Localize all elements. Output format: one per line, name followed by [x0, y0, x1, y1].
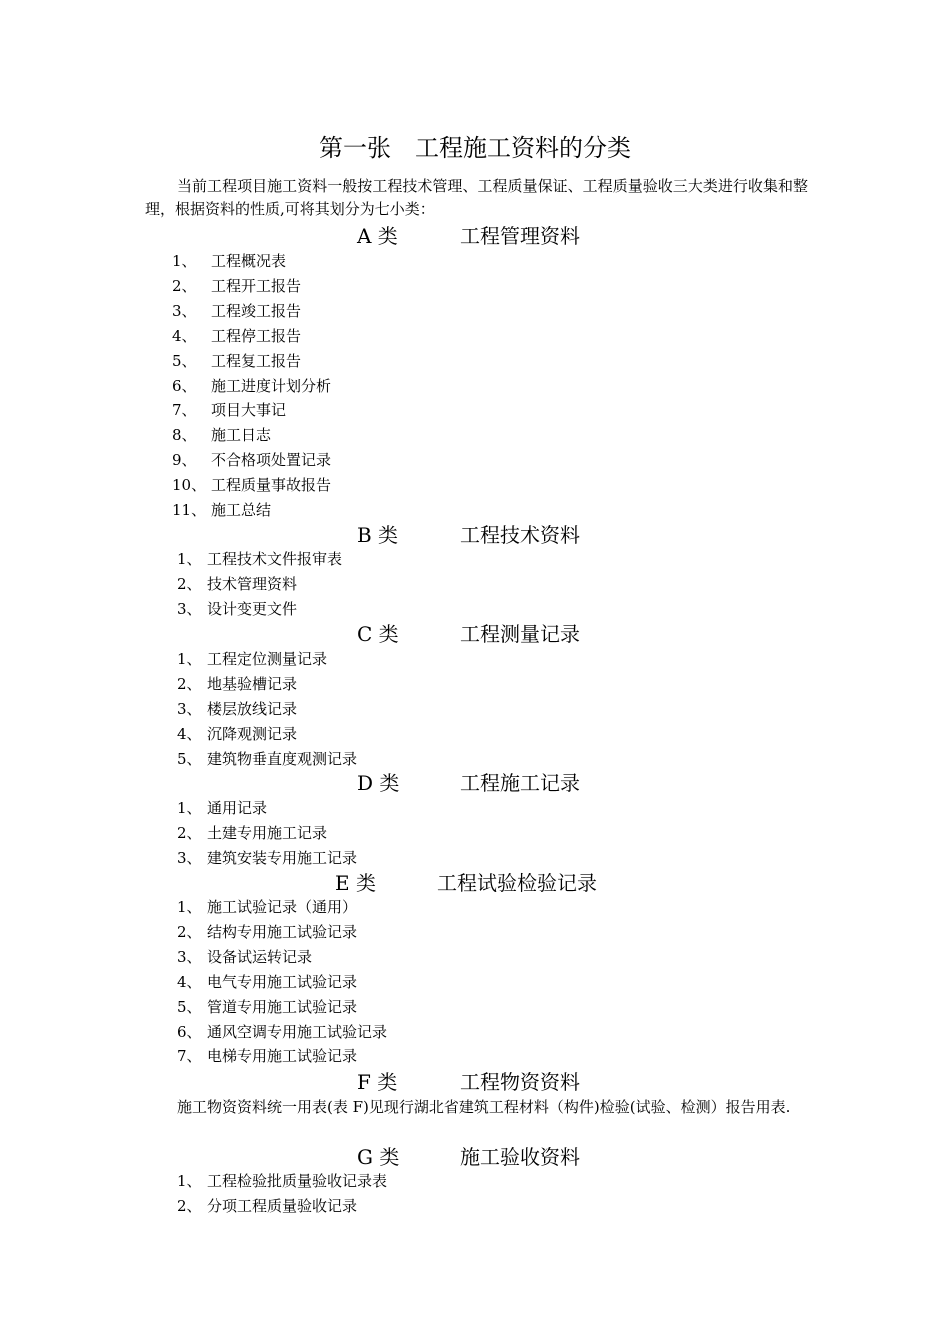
category-g-heading — [0, 1143, 950, 1171]
list-item-text: 工程竣工报告 — [211, 301, 302, 320]
list-item — [177, 995, 387, 1020]
list-item — [177, 1169, 387, 1194]
category-letter: D 类 — [357, 771, 400, 795]
list-item-number: 4、 — [172, 326, 197, 345]
list-item-text: 建筑安装专用施工记录 — [207, 848, 358, 867]
intro-paragraph: 当前工程项目施工资料一般按工程技术管理、工程质量保证、工程质量验收三大类进行收集和整理，根据资料的性质,可将其划分为七小类： — [145, 177, 808, 218]
list-item-number: 1、 — [177, 1172, 202, 1190]
category-d-heading — [0, 769, 950, 797]
list-item-text: 电气专用施工试验记录 — [207, 972, 358, 991]
list-item — [177, 647, 357, 672]
list-item-text: 工程检验批质量验收记录表 — [207, 1172, 388, 1190]
list-item — [177, 796, 357, 821]
list-item-number: 3、 — [177, 599, 202, 618]
list-item-text: 沉降观测记录 — [207, 724, 298, 743]
category-e-heading — [0, 869, 950, 897]
category-letter: E 类 — [335, 871, 376, 895]
list-item-number: 3、 — [172, 301, 197, 320]
list-item — [177, 547, 342, 572]
list-item — [172, 398, 331, 423]
list-item-number: 5、 — [177, 997, 202, 1016]
list-item — [177, 1194, 387, 1219]
list-item — [172, 448, 331, 473]
list-item-number: 5、 — [172, 351, 197, 370]
category-a-list — [172, 249, 331, 523]
list-item — [177, 1044, 387, 1069]
list-item-text: 项目大事记 — [211, 401, 287, 420]
list-item — [172, 324, 331, 349]
list-item — [177, 945, 387, 970]
list-item-number: 1、 — [177, 799, 202, 817]
list-item — [177, 722, 357, 747]
list-item-text: 工程概况表 — [211, 252, 287, 270]
list-item-number: 2、 — [177, 922, 202, 941]
list-item — [172, 274, 331, 299]
category-letter: A 类 — [357, 224, 398, 248]
list-item — [172, 423, 331, 448]
list-item-text: 施工总结 — [211, 501, 272, 520]
list-item-number: 9、 — [172, 451, 197, 470]
list-item-text: 工程技术文件报审表 — [207, 550, 343, 568]
list-item-text: 地基验槽记录 — [207, 674, 298, 693]
list-item-number: 5、 — [177, 749, 202, 768]
category-e-list — [177, 895, 387, 1069]
list-item-text: 工程停工报告 — [211, 326, 302, 345]
category-name: 工程试验检验记录 — [437, 871, 597, 895]
page-title: 第一张 工程施工资料的分类 — [319, 134, 631, 162]
list-item-text: 设计变更文件 — [207, 599, 298, 618]
list-item — [172, 299, 331, 324]
list-item — [172, 349, 331, 374]
list-item-number: 3、 — [177, 699, 202, 718]
category-name: 施工验收资料 — [460, 1145, 580, 1169]
category-name: 工程管理资料 — [460, 224, 580, 248]
list-item — [172, 374, 331, 399]
category-letter: C 类 — [357, 622, 399, 646]
category-name: 工程施工记录 — [460, 771, 580, 795]
list-item-number: 6、 — [177, 1022, 202, 1041]
list-item-number: 3、 — [177, 947, 202, 966]
list-item-text: 分项工程质量验收记录 — [207, 1196, 358, 1215]
category-g-list — [177, 1169, 387, 1219]
list-item-number: 1、 — [177, 550, 202, 568]
list-item-text: 施工试验记录（通用） — [207, 898, 358, 916]
category-c-heading — [0, 620, 950, 648]
list-item-text: 设备试运转记录 — [207, 947, 313, 966]
list-item-text: 工程定位测量记录 — [207, 650, 328, 668]
category-a-heading — [0, 222, 950, 250]
list-item — [177, 821, 357, 846]
list-item — [177, 572, 342, 597]
category-d-list — [177, 796, 357, 871]
list-item — [177, 895, 387, 920]
list-item-text: 工程复工报告 — [211, 351, 302, 370]
list-item-text: 通用记录 — [207, 799, 268, 817]
list-item-text: 施工进度计划分析 — [211, 376, 332, 395]
list-item-text: 施工日志 — [211, 426, 272, 445]
list-item-number: 2、 — [177, 574, 202, 593]
list-item-text: 技术管理资料 — [207, 574, 298, 593]
list-item-number: 2、 — [177, 674, 202, 693]
list-item — [177, 697, 357, 722]
list-item-number: 1、 — [177, 898, 202, 916]
list-item-number: 7、 — [172, 401, 197, 420]
list-item — [177, 846, 357, 871]
list-item-text: 通风空调专用施工试验记录 — [207, 1022, 388, 1041]
category-letter: F 类 — [357, 1070, 398, 1094]
list-item-number: 4、 — [177, 972, 202, 991]
category-letter: B 类 — [357, 523, 399, 547]
list-item-number: 7、 — [177, 1047, 202, 1066]
list-item — [177, 747, 357, 772]
list-item-number: 2、 — [172, 276, 197, 295]
list-item — [177, 1020, 387, 1045]
list-item — [172, 249, 331, 274]
list-item-number: 10、 — [172, 476, 207, 495]
list-item-number: 3、 — [177, 848, 202, 867]
list-item-number: 4、 — [177, 724, 202, 743]
list-item-number: 1、 — [172, 252, 197, 270]
list-item — [177, 920, 387, 945]
list-item-text: 建筑物垂直度观测记录 — [207, 749, 358, 768]
list-item-text: 工程开工报告 — [211, 276, 302, 295]
list-item-number: 2、 — [177, 823, 202, 842]
category-letter: G 类 — [357, 1145, 400, 1169]
category-b-list — [177, 547, 342, 622]
list-item-text: 不合格项处置记录 — [211, 451, 332, 470]
list-item — [172, 473, 331, 498]
list-item-number: 1、 — [177, 650, 202, 668]
category-name: 工程物资资料 — [460, 1070, 580, 1094]
category-f-description: 施工物资资料统一用表(表 F)见现行湖北省建筑工程材料（构件)检验(试验、检测）报告用表. — [177, 1098, 791, 1116]
list-item — [172, 498, 331, 523]
category-name: 工程技术资料 — [460, 523, 580, 547]
list-item-number: 8、 — [172, 426, 197, 445]
list-item-text: 楼层放线记录 — [207, 699, 298, 718]
list-item-text: 土建专用施工记录 — [207, 823, 328, 842]
list-item-text: 电梯专用施工试验记录 — [207, 1047, 358, 1066]
list-item — [177, 970, 387, 995]
list-item-text: 工程质量事故报告 — [211, 476, 332, 495]
list-item — [177, 672, 357, 697]
category-b-heading — [0, 521, 950, 549]
list-item-number: 2、 — [177, 1196, 202, 1215]
list-item-text: 管道专用施工试验记录 — [207, 997, 358, 1016]
category-f-heading — [0, 1068, 950, 1096]
list-item-number: 6、 — [172, 376, 197, 395]
list-item — [177, 597, 342, 622]
list-item-text: 结构专用施工试验记录 — [207, 922, 358, 941]
category-c-list — [177, 647, 357, 772]
category-name: 工程测量记录 — [460, 622, 580, 646]
list-item-number: 11、 — [172, 501, 207, 520]
